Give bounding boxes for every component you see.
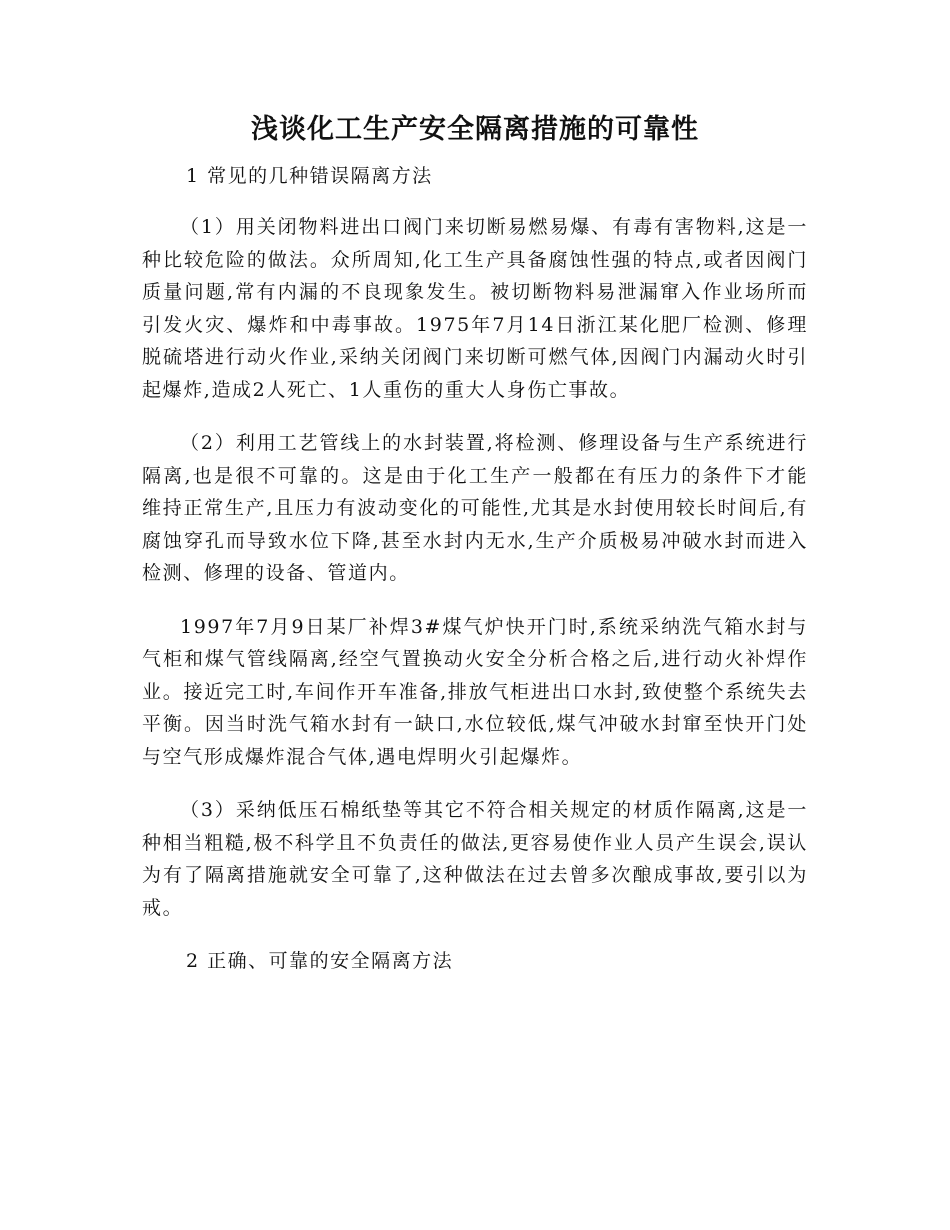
section-heading-1: 1 常见的几种错误隔离方法 xyxy=(186,165,433,187)
paragraph-2: （2）利用工艺管线上的水封装置,将检测、修理设备与生产系统进行隔离,也是很不可靠的。这是由于化工生产一般都在有压力的条件下才能维持正常生产,且压力有波动变化的可能性,尤其是水封使用较长时间后,有腐蚀穿孔而导致水位下降,甚至水封内无水,生产介质极易冲破水封而进入检测、修理的设备、管道内。 xyxy=(142,432,808,584)
document-title: 浅谈化工生产安全隔离措施的可靠性 xyxy=(251,114,699,145)
paragraph-3: 1997年7月9日某厂补焊3#煤气炉快开门时,系统采纳洗气箱水封与气柜和煤气管线隔离,经空气置换动火安全分析合格之后,进行动火补焊作业。接近完工时,车间作开车准备,排放气柜进出口水封,致使整个系统失去平衡。因当时洗气箱水封有一缺口,水位较低,煤气冲破水封窜至快开门处与空气形成爆炸混合气体,遇电焊明火引起爆炸。 xyxy=(142,615,808,768)
section-heading-2: 2 正确、可靠的安全隔离方法 xyxy=(186,950,454,972)
paragraph-4: （3）采纳低压石棉纸垫等其它不符合相关规定的材质作隔离,这是一种相当粗糙,极不科学且不负责任的做法,更容易使作业人员产生误会,误认为有了隔离措施就安全可靠了,这种做法在过去曾多次酿成事故,要引以为戒。 xyxy=(142,799,808,919)
document-body xyxy=(142,108,808,996)
paragraph-1: （1）用关闭物料进出口阀门来切断易燃易爆、有毒有害物料,这是一种比较危险的做法。众所周知,化工生产具备腐蚀性强的特点,或者因阀门质量问题,常有内漏的不良现象发生。被切断物料易泄漏窜入作业场所而引发火灾、爆炸和中毒事故。1975年7月14日浙江某化肥厂检测、修理脱硫塔进行动火作业,采纳关闭阀门来切断可燃气体,因阀门内漏动火时引起爆炸,造成2人死亡、1人重伤的重大人身伤亡事故。 xyxy=(142,216,808,401)
